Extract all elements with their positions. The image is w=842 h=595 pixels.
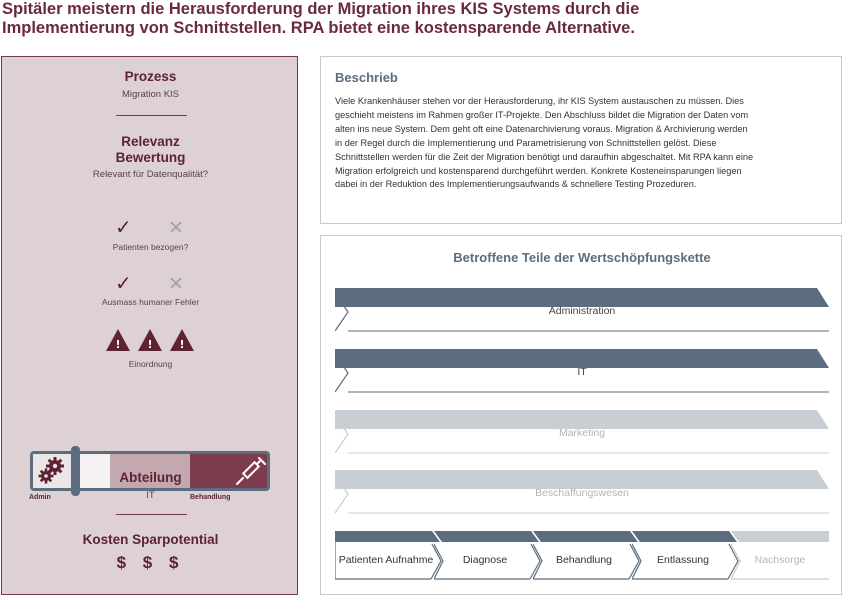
cross-icon: ✕ [168, 274, 184, 295]
step-label: Nachsorge [754, 553, 806, 566]
check-icon: ✓ [115, 273, 132, 295]
svg-text:!: ! [147, 338, 153, 351]
abteilung-title: Abteilung [119, 470, 182, 485]
svg-text:!: ! [115, 338, 121, 351]
chain-row-administration [335, 288, 829, 333]
process-step-patienten-aufnahme [335, 531, 443, 583]
divider [116, 514, 187, 515]
relevanz-subtitle: Relevant für Datenqualität? [92, 169, 209, 180]
chain-row-label: Marketing [558, 427, 606, 439]
process-step-diagnose [434, 531, 542, 583]
step-label: Entlassung [657, 553, 709, 566]
beschrieb-title: Beschrieb [335, 70, 398, 85]
chain-row-label: Beschaffungswesen [535, 487, 629, 499]
warning-icon [137, 328, 163, 352]
patienten-bezogen-label: Patienten bezogen? [112, 242, 189, 252]
chain-row-beschaffungswesen [335, 470, 829, 515]
kosten-rating: $ $ $ [116, 553, 185, 572]
step-label: Patienten Aufnahme [338, 553, 434, 566]
divider [116, 115, 187, 116]
prozess-title: Prozess [124, 69, 177, 84]
step-label: Behandlung [555, 553, 613, 566]
svg-text:!: ! [179, 338, 185, 351]
process-step-entlassung [632, 531, 740, 583]
scale-right-label: Behandlung [190, 494, 231, 501]
step-label: Diagnose [462, 553, 508, 566]
chain-row-marketing [335, 410, 829, 455]
warning-icon [169, 328, 195, 352]
beschrieb-box [320, 56, 842, 224]
relevanz-title: Relevanz [121, 134, 180, 149]
prozess-value: Migration KIS [121, 89, 180, 100]
cross-icon: ✕ [168, 218, 184, 239]
chain-row-it [335, 349, 829, 394]
check-icon: ✓ [115, 217, 132, 239]
kosten-title: Kosten Sparpotential [82, 532, 219, 547]
page-headline: Spitäler meistern die Herausforderung der Migration ihres KIS Systems durch die Implementierung von Schnittstellen. RPA bietet eine kostensparende Alternative. [2, 0, 640, 37]
process-step-behandlung [533, 531, 641, 583]
chain-title: Betroffene Teile der Wertschöpfungskette [453, 250, 711, 265]
process-summary-panel [1, 56, 298, 595]
einordnung-label: Einordnung [128, 359, 173, 369]
scale-left-label: Admin [29, 494, 51, 501]
beschrieb-text: Viele Krankenhäuser stehen vor der Herausforderung, ihr KIS System austauschen zu müssen. Dies geschieht meistens im Rahmen großer IT-Projekte. Den Abschluss bildet die Migration der Daten vom alten ins neue System. Dem geht oft eine Datenarchivierung voraus. Migration & Archivierung werden in der Regel durch die Implementierung und Parametrisierung von Schnittstellen gelöst. Diese Schnittstellen werden für die Zeit der Migration benötigt und daraufhin abgeschaltet. Mit RPA kann eine Migration erfolgreich und kostensparend durchgeführt werden. Konkrete Kosteneinsparungen liegen dabei in der Reduktion des Implementierungsaufwands & schnellere Testing Prozeduren. [335, 96, 754, 190]
chain-row-label: Administration [548, 305, 616, 317]
humaner-fehler-label: Ausmass humaner Fehler [101, 297, 200, 307]
bewertung-title: Bewertung [115, 150, 186, 165]
wertschoepfungskette-box [320, 235, 842, 595]
process-step-nachsorge [731, 531, 839, 583]
warning-icon [105, 328, 131, 352]
abteilung-value: IT [146, 490, 155, 501]
chain-row-label: IT [577, 366, 587, 378]
